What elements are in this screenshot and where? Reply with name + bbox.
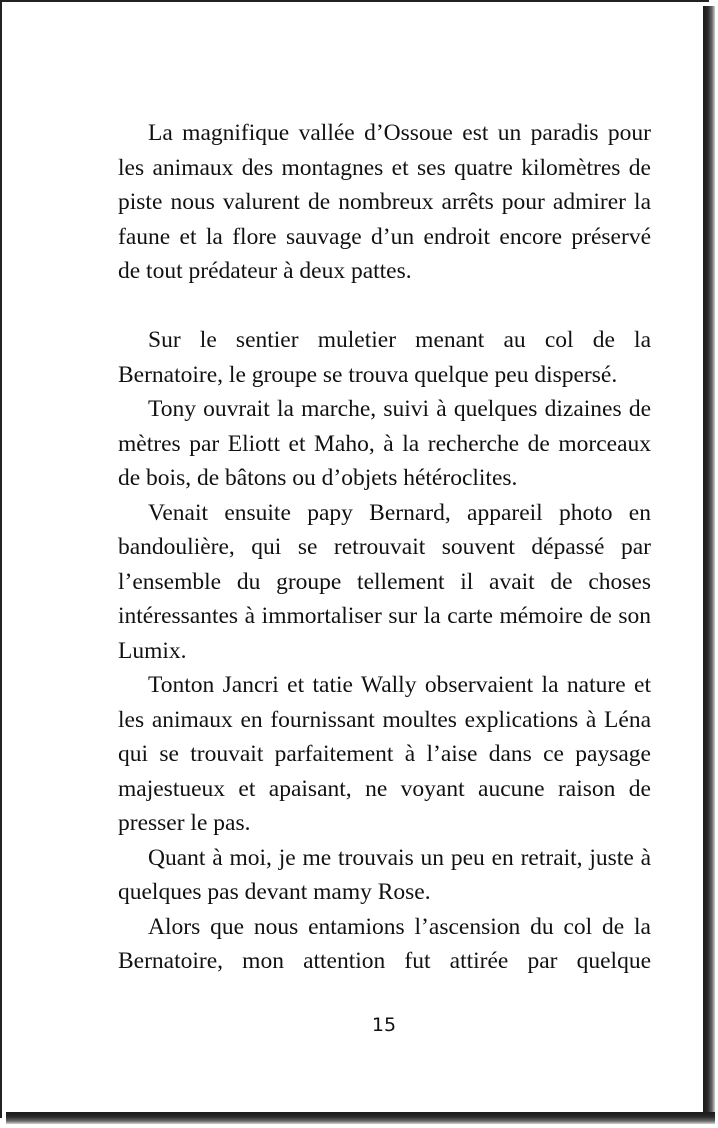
page-number: 15 [371, 1014, 397, 1036]
page-shadow-bottom [6, 1112, 715, 1124]
paragraph: Tony ouvrait la marche, suivi à quelques dizaines de mètres par Eliott et Maho, à la recherche de morceaux de bois, de bâtons ou d’objets hétéroclites. [118, 396, 651, 491]
paragraph: La magnifique vallée d’Ossoue est un paradis pour les animaux des montagnes et ses quatre kilomètres de piste nous valurent de nombreux arrêts pour admirer la faune et la flore sauvage d’un endroit encore préservé de tout prédateur à deux pattes. [118, 120, 651, 284]
page-shadow-right [703, 6, 715, 1122]
paragraph: Sur le sentier muletier menant au col de la Bernatoire, le groupe se trouva quelque peu dispersé. [118, 327, 651, 388]
paragraph-continued: Alors que nous entamions l’ascension du col de la Bernatoire, mon attention fut attirée par quelque [118, 913, 651, 974]
paragraph: Tonton Jancri et tatie Wally observaient la nature et les animaux en fournissant moultes explications à Léna qui se trouvait parfaitement à l’aise dans ce paysage majestueux et apaisant, ne voyant aucune raison de presser le pas. [118, 672, 651, 836]
paragraph: Venait ensuite papy Bernard, appareil photo en bandoulière, qui se retrouvait souvent dépassé par l’ensemble du groupe tellement il avait de choses intéressantes à immortaliser sur la carte mémoire de son Lumix. [118, 499, 651, 664]
paragraph: Quant à moi, je me trouvais un peu en retrait, juste à quelques pas devant mamy Rose. [118, 844, 651, 905]
body-text [118, 116, 651, 979]
